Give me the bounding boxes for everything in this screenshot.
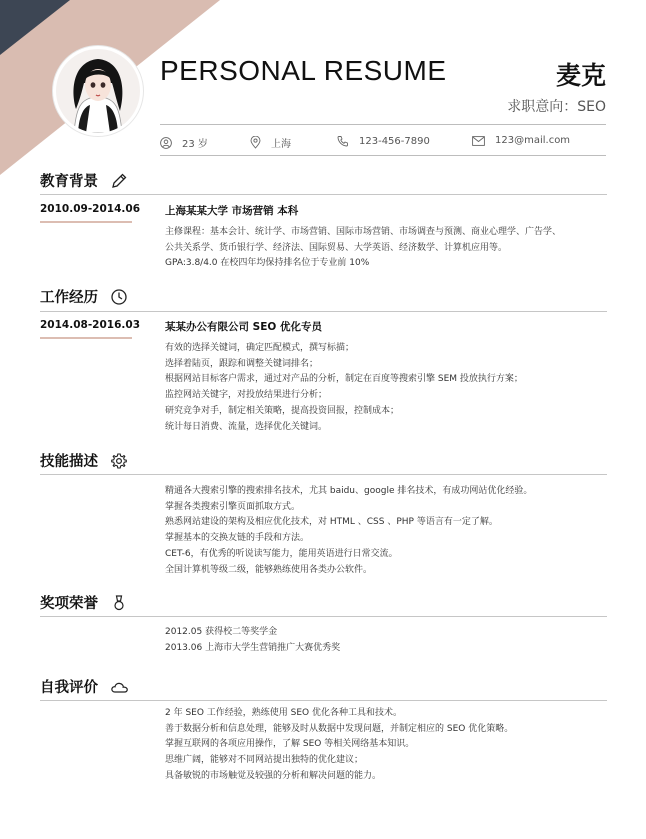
- skills-line: CET-6，有优秀的听说读写能力，能用英语进行日常交流。: [165, 548, 398, 559]
- section-title-self: 自我评价: [40, 680, 98, 696]
- work-line: 选择着陆页，跟踪和调整关键词排名；: [165, 358, 319, 369]
- info-age: [160, 135, 208, 150]
- city-text: 上海: [271, 139, 291, 150]
- section-title-work: 工作经历: [40, 290, 98, 306]
- award-line: 2012.05 获得校二等奖学金: [165, 627, 278, 637]
- education-date: 2010.09-2014.06: [40, 203, 141, 215]
- header-divider: [160, 124, 606, 125]
- info-email: [472, 135, 570, 146]
- job-intention: 求职意向：SEO: [507, 99, 606, 115]
- candidate-name: 麦克: [555, 61, 606, 90]
- skills-line: 熟悉网站建设的架构及相应优化技术，对 HTML 、CSS 、PHP 等语言有一定了解。: [165, 517, 498, 528]
- location-icon: [250, 136, 261, 149]
- section-title-education: 教育背景: [40, 174, 98, 190]
- section-education: [40, 170, 128, 191]
- skills-line: 掌握基本的交换友链的手段和方法。: [165, 533, 310, 544]
- self-line: 掌握互联网的各项应用操作，了解 SEO 等相关网络基本知识。: [165, 739, 415, 750]
- awards-details: [165, 625, 610, 656]
- gear-icon: [110, 452, 128, 470]
- work-line: 监控网站关键字，对投放结果进行分析；: [165, 390, 328, 401]
- self-details: [165, 706, 610, 785]
- section-title-skills: 技能描述: [40, 454, 98, 470]
- date-underline: [40, 337, 132, 339]
- user-icon: [160, 137, 172, 149]
- section-divider: [40, 194, 607, 195]
- section-self: [40, 676, 130, 697]
- cloud-icon: [110, 678, 130, 696]
- education-org: 上海某某大学 市场营销 本科: [165, 205, 299, 217]
- section-divider: [40, 616, 607, 617]
- work-line: 根据网站目标客户需求，通过对产品的分析，制定在百度等搜索引擎 SEM 投放执行方案；: [165, 374, 523, 385]
- medal-icon: [110, 594, 128, 612]
- work-details: [165, 341, 610, 435]
- age-text: 23 岁: [182, 139, 208, 150]
- section-awards: [40, 592, 128, 613]
- date-underline: [40, 221, 132, 223]
- pencil-icon: [110, 172, 128, 190]
- work-date: 2014.08-2016.03: [40, 319, 141, 331]
- section-work: [40, 286, 128, 307]
- resume-title: PERSONAL RESUME: [160, 55, 447, 86]
- self-line: 2 年 SEO 工作经验，熟练使用 SEO 优化各种工具和技术。: [165, 708, 402, 718]
- self-line: 具备敏锐的市场触觉及较强的分析和解决问题的能力。: [165, 770, 382, 781]
- phone-text: 123-456-7890: [359, 135, 430, 147]
- award-line: 2013.06 上海市大学生营销推广大赛优秀奖: [165, 642, 341, 653]
- education-line: GPA:3.8/4.0 在校四年均保持排名位于专业前 10%: [165, 258, 370, 269]
- work-org: 某某办公有限公司 SEO 优化专员: [165, 321, 322, 333]
- avatar: [53, 46, 143, 136]
- education-line: 主修课程：基本会计、统计学、市场营销、国际市场营销、市场调查与预测、商业心理学、广告学、: [165, 227, 562, 237]
- section-divider: [40, 474, 607, 475]
- work-line: 统计每日消费、流量，选择优化关键词。: [165, 421, 328, 432]
- skills-line: 全国计算机等级二级，能够熟练使用各类办公软件。: [165, 564, 373, 575]
- info-phone: [337, 135, 430, 147]
- education-details: [165, 225, 610, 272]
- section-skills: [40, 450, 128, 471]
- info-divider: [160, 155, 606, 156]
- skills-line: 精通各大搜索引擎的搜索排名技术，尤其 baidu、google 排名技术，有成功网站优化经验。: [165, 486, 533, 496]
- mail-icon: [472, 136, 485, 146]
- info-city: [250, 135, 291, 150]
- section-title-awards: 奖项荣誉: [40, 596, 98, 612]
- education-line: 公共关系学、货币银行学、经济法、国际贸易、大学英语、经济数学、计算机应用等。: [165, 242, 508, 253]
- skills-details: [165, 484, 610, 578]
- self-line: 善于数据分析和信息处理，能够及时从数据中发现问题，并制定相应的 SEO 优化策略。: [165, 723, 514, 734]
- clock-icon: [110, 288, 128, 306]
- work-line: 有效的选择关键词，确定匹配模式，撰写标描；: [165, 343, 355, 353]
- self-line: 思维广阔，能够对不同网站提出独特的优化建议；: [165, 755, 364, 766]
- work-line: 研究竞争对手，制定相关策略，提高投资回报，控制成本；: [165, 405, 400, 416]
- email-text: 123@mail.com: [495, 135, 571, 146]
- section-divider: [40, 700, 607, 701]
- section-divider: [40, 311, 607, 312]
- skills-line: 掌握各类搜索引擎页面抓取方式。: [165, 501, 301, 512]
- phone-icon: [337, 135, 349, 147]
